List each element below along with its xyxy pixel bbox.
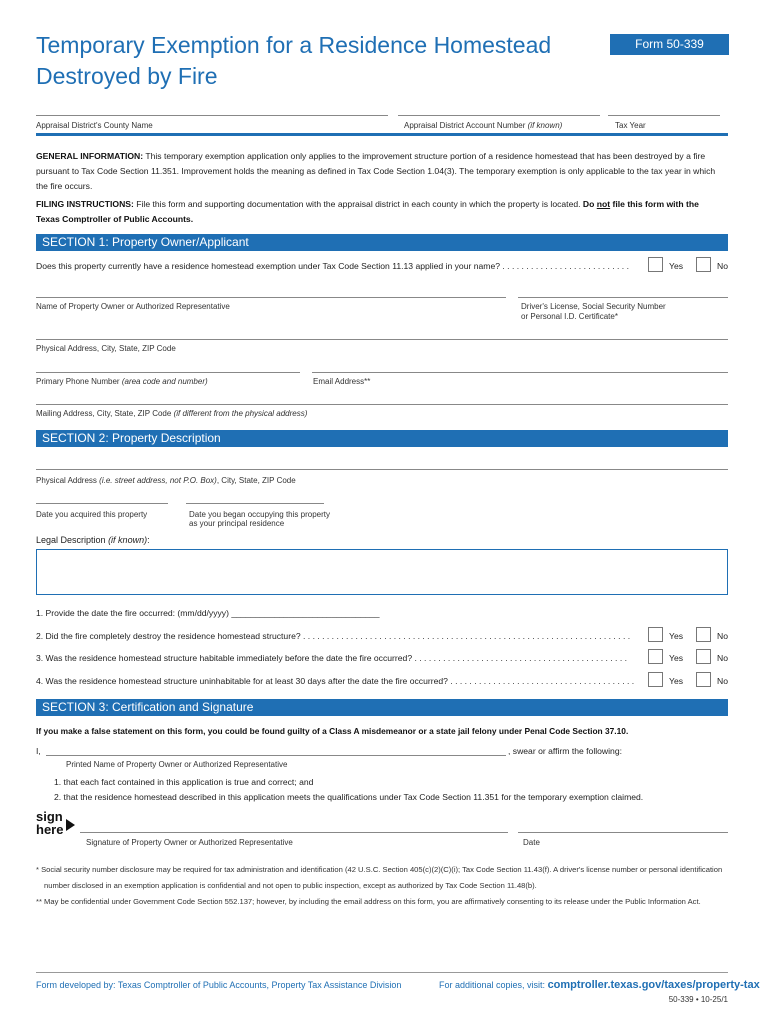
signature-date-label: Date: [523, 838, 540, 847]
section2-header: SECTION 2: Property Description: [36, 430, 728, 447]
property-address-label: Physical Address (i.e. street address, not P.O. Box), City, State, ZIP Code: [36, 476, 296, 485]
sign-here-arrow-icon: [66, 819, 75, 831]
question-3: 3. Was the residence homestead structure habitable immediately before the date the fire occurred? . . . . . . . . . . . . . . . . . . . . . . . . . . . . . . . . . . . . . . . . . . . . .: [36, 653, 627, 663]
tax-year-label: Tax Year: [615, 121, 646, 130]
occupying-date-field[interactable]: [186, 503, 324, 504]
owner-name-field[interactable]: [36, 297, 506, 298]
q2-yes-checkbox[interactable]: [648, 627, 663, 642]
form-title: [36, 30, 596, 92]
footer-divider: [36, 972, 728, 973]
homestead-yes-label: Yes: [669, 261, 684, 271]
email-label: Email Address**: [313, 377, 371, 386]
printed-name-field[interactable]: [46, 755, 506, 756]
sign-here-marker: sign here: [36, 809, 64, 837]
q2-no-label: No: [717, 631, 728, 641]
acquired-date-field[interactable]: [36, 503, 168, 504]
q4-no-checkbox[interactable]: [696, 672, 711, 687]
printed-name-label: Printed Name of Property Owner or Authorized Representative: [66, 760, 288, 769]
signature-date-field[interactable]: [518, 832, 728, 833]
comptroller-link[interactable]: comptroller.texas.gov/taxes/property-tax: [547, 979, 760, 991]
dl-ssn-field[interactable]: [518, 297, 728, 298]
occupying-date-label-1: Date you began occupying this property: [189, 510, 330, 519]
acquired-date-label: Date you acquired this property: [36, 510, 148, 519]
section1-header: SECTION 1: Property Owner/Applicant: [36, 234, 728, 251]
form-version: 50-339 • 10-25/1: [668, 995, 728, 1004]
false-statement-warning: If you make a false statement on this form, you could be found guilty of a Class A misdemeanor or a state jail felony under Penal Code Section 37.10.: [36, 726, 629, 736]
physical-address-field[interactable]: [36, 339, 728, 340]
mailing-address-field[interactable]: [36, 404, 728, 405]
general-information: GENERAL INFORMATION: This temporary exemption application only applies to the improvement structure portion of a residence homestead that has been destroyed by a fire pursuant to Tax Code Section 11.351. Improvement holds the meaning as defined in Tax Code Section 1.04(3). The temporary exemption is only applicable to the tax year in which the fire occurs.: [36, 151, 716, 191]
legal-description-label: Legal Description (if known):: [36, 535, 150, 545]
dl-ssn-label-1: Driver's License, Social Security Number: [521, 302, 666, 311]
owner-name-label: Name of Property Owner or Authorized Representative: [36, 302, 230, 311]
q3-no-checkbox[interactable]: [696, 649, 711, 664]
tax-year-field[interactable]: [608, 115, 720, 116]
form-title-line2: Destroyed by Fire: [36, 63, 218, 89]
account-number-field[interactable]: [398, 115, 600, 116]
swear-text: , swear or affirm the following:: [508, 746, 622, 756]
form-title-line1: Temporary Exemption for a Residence Homestead: [36, 32, 552, 58]
signature-label: Signature of Property Owner or Authorized Representative: [86, 838, 293, 847]
county-name-label: Appraisal District's County Name: [36, 121, 153, 130]
dl-ssn-label-2: or Personal I.D. Certificate*: [521, 312, 618, 321]
homestead-no-checkbox[interactable]: [696, 257, 711, 272]
q4-yes-label: Yes: [669, 676, 684, 686]
q4-no-label: No: [717, 676, 728, 686]
q3-yes-checkbox[interactable]: [648, 649, 663, 664]
filing-instructions: FILING INSTRUCTIONS: File this form and supporting documentation with the appraisal district in each county in which the property is located. Do not file this form with the Texas Comptroller of Public Accounts.: [36, 199, 699, 224]
email-field[interactable]: [312, 372, 728, 373]
account-number-label: Appraisal District Account Number (if known): [404, 121, 563, 130]
footnote-ssn: * Social security number disclosure may be required for tax administration and identification (42 U.S.C. Section 405(c)(2)(C)(i); Tax Code Section 11.43(f). A driver's license number or personal identification number disclosed in an exemption application is confidential and not open to public inspection, except as authorized by Tax Code Section 11.48(b).: [36, 865, 723, 890]
mailing-address-label: Mailing Address, City, State, ZIP Code (if different from the physical address): [36, 409, 308, 418]
footer-copies: For additional copies, visit: comptroller.texas.gov/taxes/property-tax: [439, 979, 760, 991]
occupying-date-label-2: as your principal residence: [189, 519, 285, 528]
footer-developed-by: Form developed by: Texas Comptroller of Public Accounts, Property Tax Assistance Division: [36, 980, 402, 990]
legal-description-textarea[interactable]: [36, 549, 728, 595]
section3-header: SECTION 3: Certification and Signature: [36, 699, 728, 716]
phone-field[interactable]: [36, 372, 300, 373]
q3-yes-label: Yes: [669, 653, 684, 663]
q2-yes-label: Yes: [669, 631, 684, 641]
county-name-field[interactable]: [36, 115, 388, 116]
q4-yes-checkbox[interactable]: [648, 672, 663, 687]
homestead-yes-checkbox[interactable]: [648, 257, 663, 272]
question-2: 2. Did the fire completely destroy the residence homestead structure? . . . . . . . . . . . . . . . . . . . . . . . . . . . . . . . . . . . . . . . . . . . . . . . . . . . . . . . . . . . . . . . . . . . . .: [36, 631, 631, 641]
phone-label: Primary Phone Number (area code and number): [36, 377, 208, 386]
question-1: 1. Provide the date the fire occurred: (mm/dd/yyyy) _______________________________: [36, 608, 380, 618]
homestead-no-label: No: [717, 261, 728, 271]
property-address-field[interactable]: [36, 469, 728, 470]
homestead-question: Does this property currently have a residence homestead exemption under Tax Code Section 11.13 applied in your name? . . . . . . . . . . . . . . . . . . . . . . . . . . .: [36, 261, 629, 271]
header-divider: [36, 133, 728, 136]
affirmation-2: 2. that the residence homestead described in this application meets the qualifications under Tax Code Section 11.351 for the temporary exemption claimed.: [54, 792, 644, 802]
footnote-email: ** May be confidential under Government Code Section 552.137; however, by including the email address on this form, you are affirmatively consenting to its release under the Public Information Act.: [36, 897, 701, 906]
q2-no-checkbox[interactable]: [696, 627, 711, 642]
i-prefix: I,: [36, 746, 41, 756]
question-4: 4. Was the residence homestead structure uninhabitable for at least 30 days after the date the fire occurred? . . . . . . . . . . . . . . . . . . . . . . . . . . . . . . . . . . . . . . .: [36, 676, 635, 686]
q3-no-label: No: [717, 653, 728, 663]
physical-address-label: Physical Address, City, State, ZIP Code: [36, 344, 176, 353]
signature-field[interactable]: [80, 832, 508, 833]
affirmation-1: 1. that each fact contained in this application is true and correct; and: [54, 777, 314, 787]
form-number-badge: Form 50-339: [610, 34, 729, 55]
